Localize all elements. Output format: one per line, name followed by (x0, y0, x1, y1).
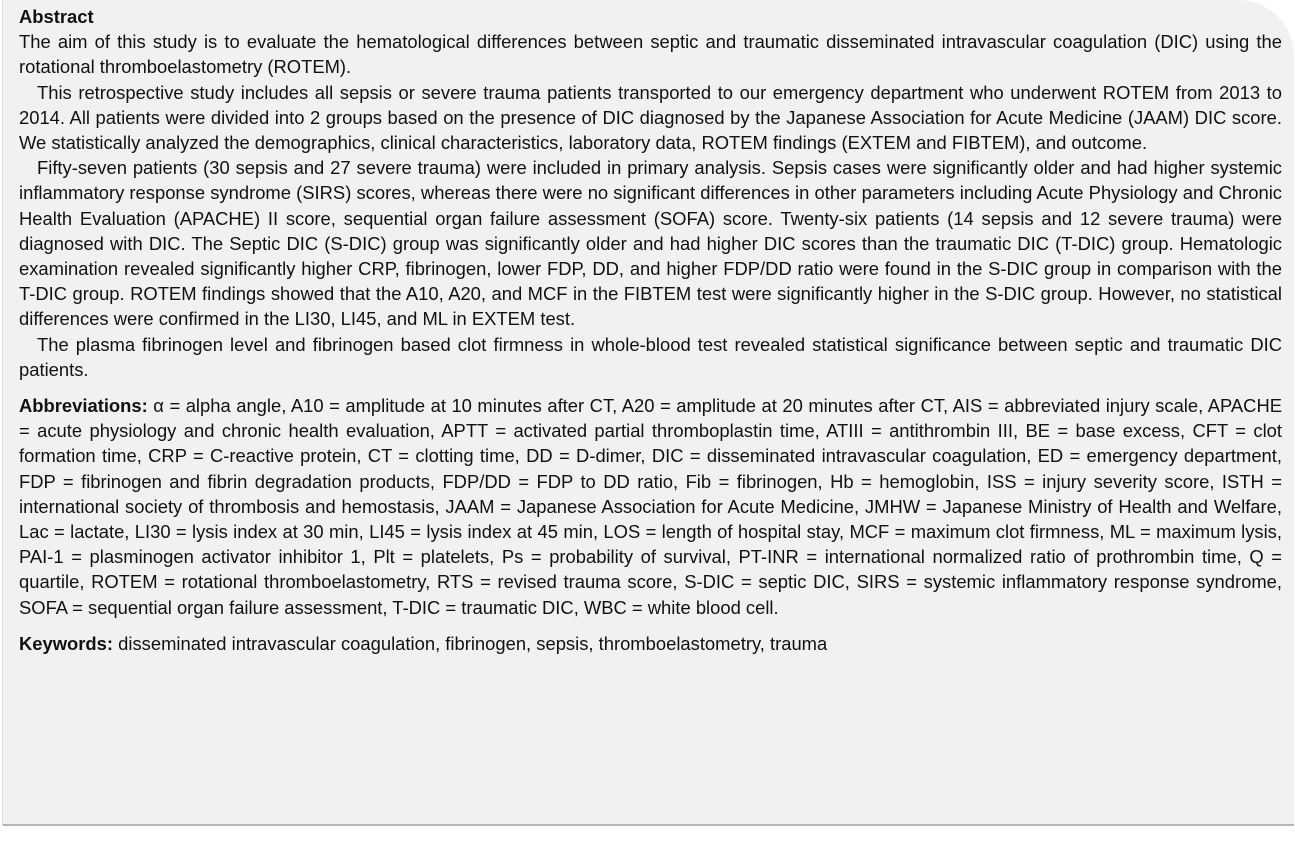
keywords-text: disseminated intravascular coagulation, fibrinogen, sepsis, thromboelastometry, trauma (118, 632, 828, 654)
abstract-heading: Abstract (19, 6, 94, 27)
abstract-paragraph-results: Fifty-seven patients (30 sepsis and 27 severe trauma) were included in primary analysis. Sepsis cases were significantly older and had higher systemic inflammatory response syndrome (SIRS) scores, whereas there were no significant differences in other parameters including Acute Physiology and Chronic Health Evaluation (APACHE) II score, sequential organ failure assessment (SOFA) score. Twenty-six patients (14 sepsis and 12 severe trauma) were diagnosed with DIC. The Septic DIC (S-DIC) group was significantly older and had higher DIC scores than the traumatic DIC (T-DIC) group. Hematologic examination revealed significantly higher CRP, fibrinogen, lower FDP, DD, and higher FDP/DD ratio were found in the S-DIC group in comparison with the T-DIC group. ROTEM findings showed that the A10, A20, and MCF in the FIBTEM test were significantly higher in the S-DIC group. However, no statistical differences were confirmed in the LI30, LI45, and ML in EXTEM test. (19, 157, 1282, 330)
abstract-paragraph-conclusion: The plasma fibrinogen level and fibrinogen based clot firmness in whole-blood test revealed statistical significance between septic and traumatic DIC patients. (19, 333, 1282, 380)
abstract-content (19, 4, 1282, 656)
abstract-paragraph-methods: This retrospective study includes all sepsis or severe trauma patients transported to our emergency department who underwent ROTEM from 2013 to 2014. All patients were divided into 2 groups based on the presence of DIC diagnosed by the Japanese Association for Acute Medicine (JAAM) DIC score. We statistically analyzed the demographics, clinical characteristics, laboratory data, ROTEM findings (EXTEM and FIBTEM), and outcome. (19, 81, 1282, 154)
keywords-paragraph (19, 631, 1282, 656)
abbreviations-label: Abbreviations: (19, 395, 148, 417)
abbreviations-text: α = alpha angle, A10 = amplitude at 10 minutes after CT, A20 = amplitude at 20 minutes after CT, AIS = abbreviated injury scale, APACHE = acute physiology and chronic health evaluation, APTT = activated partial thromboplastin time, ATIII = antithrombin III, BE = base excess, CFT = clot formation time, CRP = C-reactive protein, CT = clotting time, DD = D-dimer, DIC = disseminated intravascular coagulation, ED = emergency department, FDP = fibrinogen and fibrin degradation products, FDP/DD = FDP to DD ratio, Fib = fibrinogen, Hb = hemoglobin, ISS = injury severity score, ISTH = international society of thrombosis and hemostasis, JAAM = Japanese Association for Acute Medicine, JMHW = Japanese Ministry of Health and Welfare, Lac = lactate, LI30 = lysis index at 30 min, LI45 = lysis index at 45 min, LOS = length of hospital stay, MCF = maximum clot firmness, ML = maximum lysis, PAI-1 = plasminogen activator inhibitor 1, Plt = platelets, Ps = probability of survival, PT-INR = international normalized ratio of prothrombin time, Q = quartile, ROTEM = rotational thromboelastometry, RTS = revised trauma score, S-DIC = septic DIC, SIRS = systemic inflammatory response syndrome, SOFA = sequential organ failure assessment, T-DIC = traumatic DIC, WBC = white blood cell. (19, 395, 1282, 618)
keywords-label: Keywords: (19, 632, 114, 654)
abstract-box (2, 0, 1294, 826)
abstract-paragraph-aim: The aim of this study is to evaluate the hematological differences between septic and traumatic disseminated intravascular coagulation (DIC) using the rotational thromboelastometry (ROTEM). (19, 31, 1282, 78)
abbreviations-paragraph (19, 393, 1282, 620)
